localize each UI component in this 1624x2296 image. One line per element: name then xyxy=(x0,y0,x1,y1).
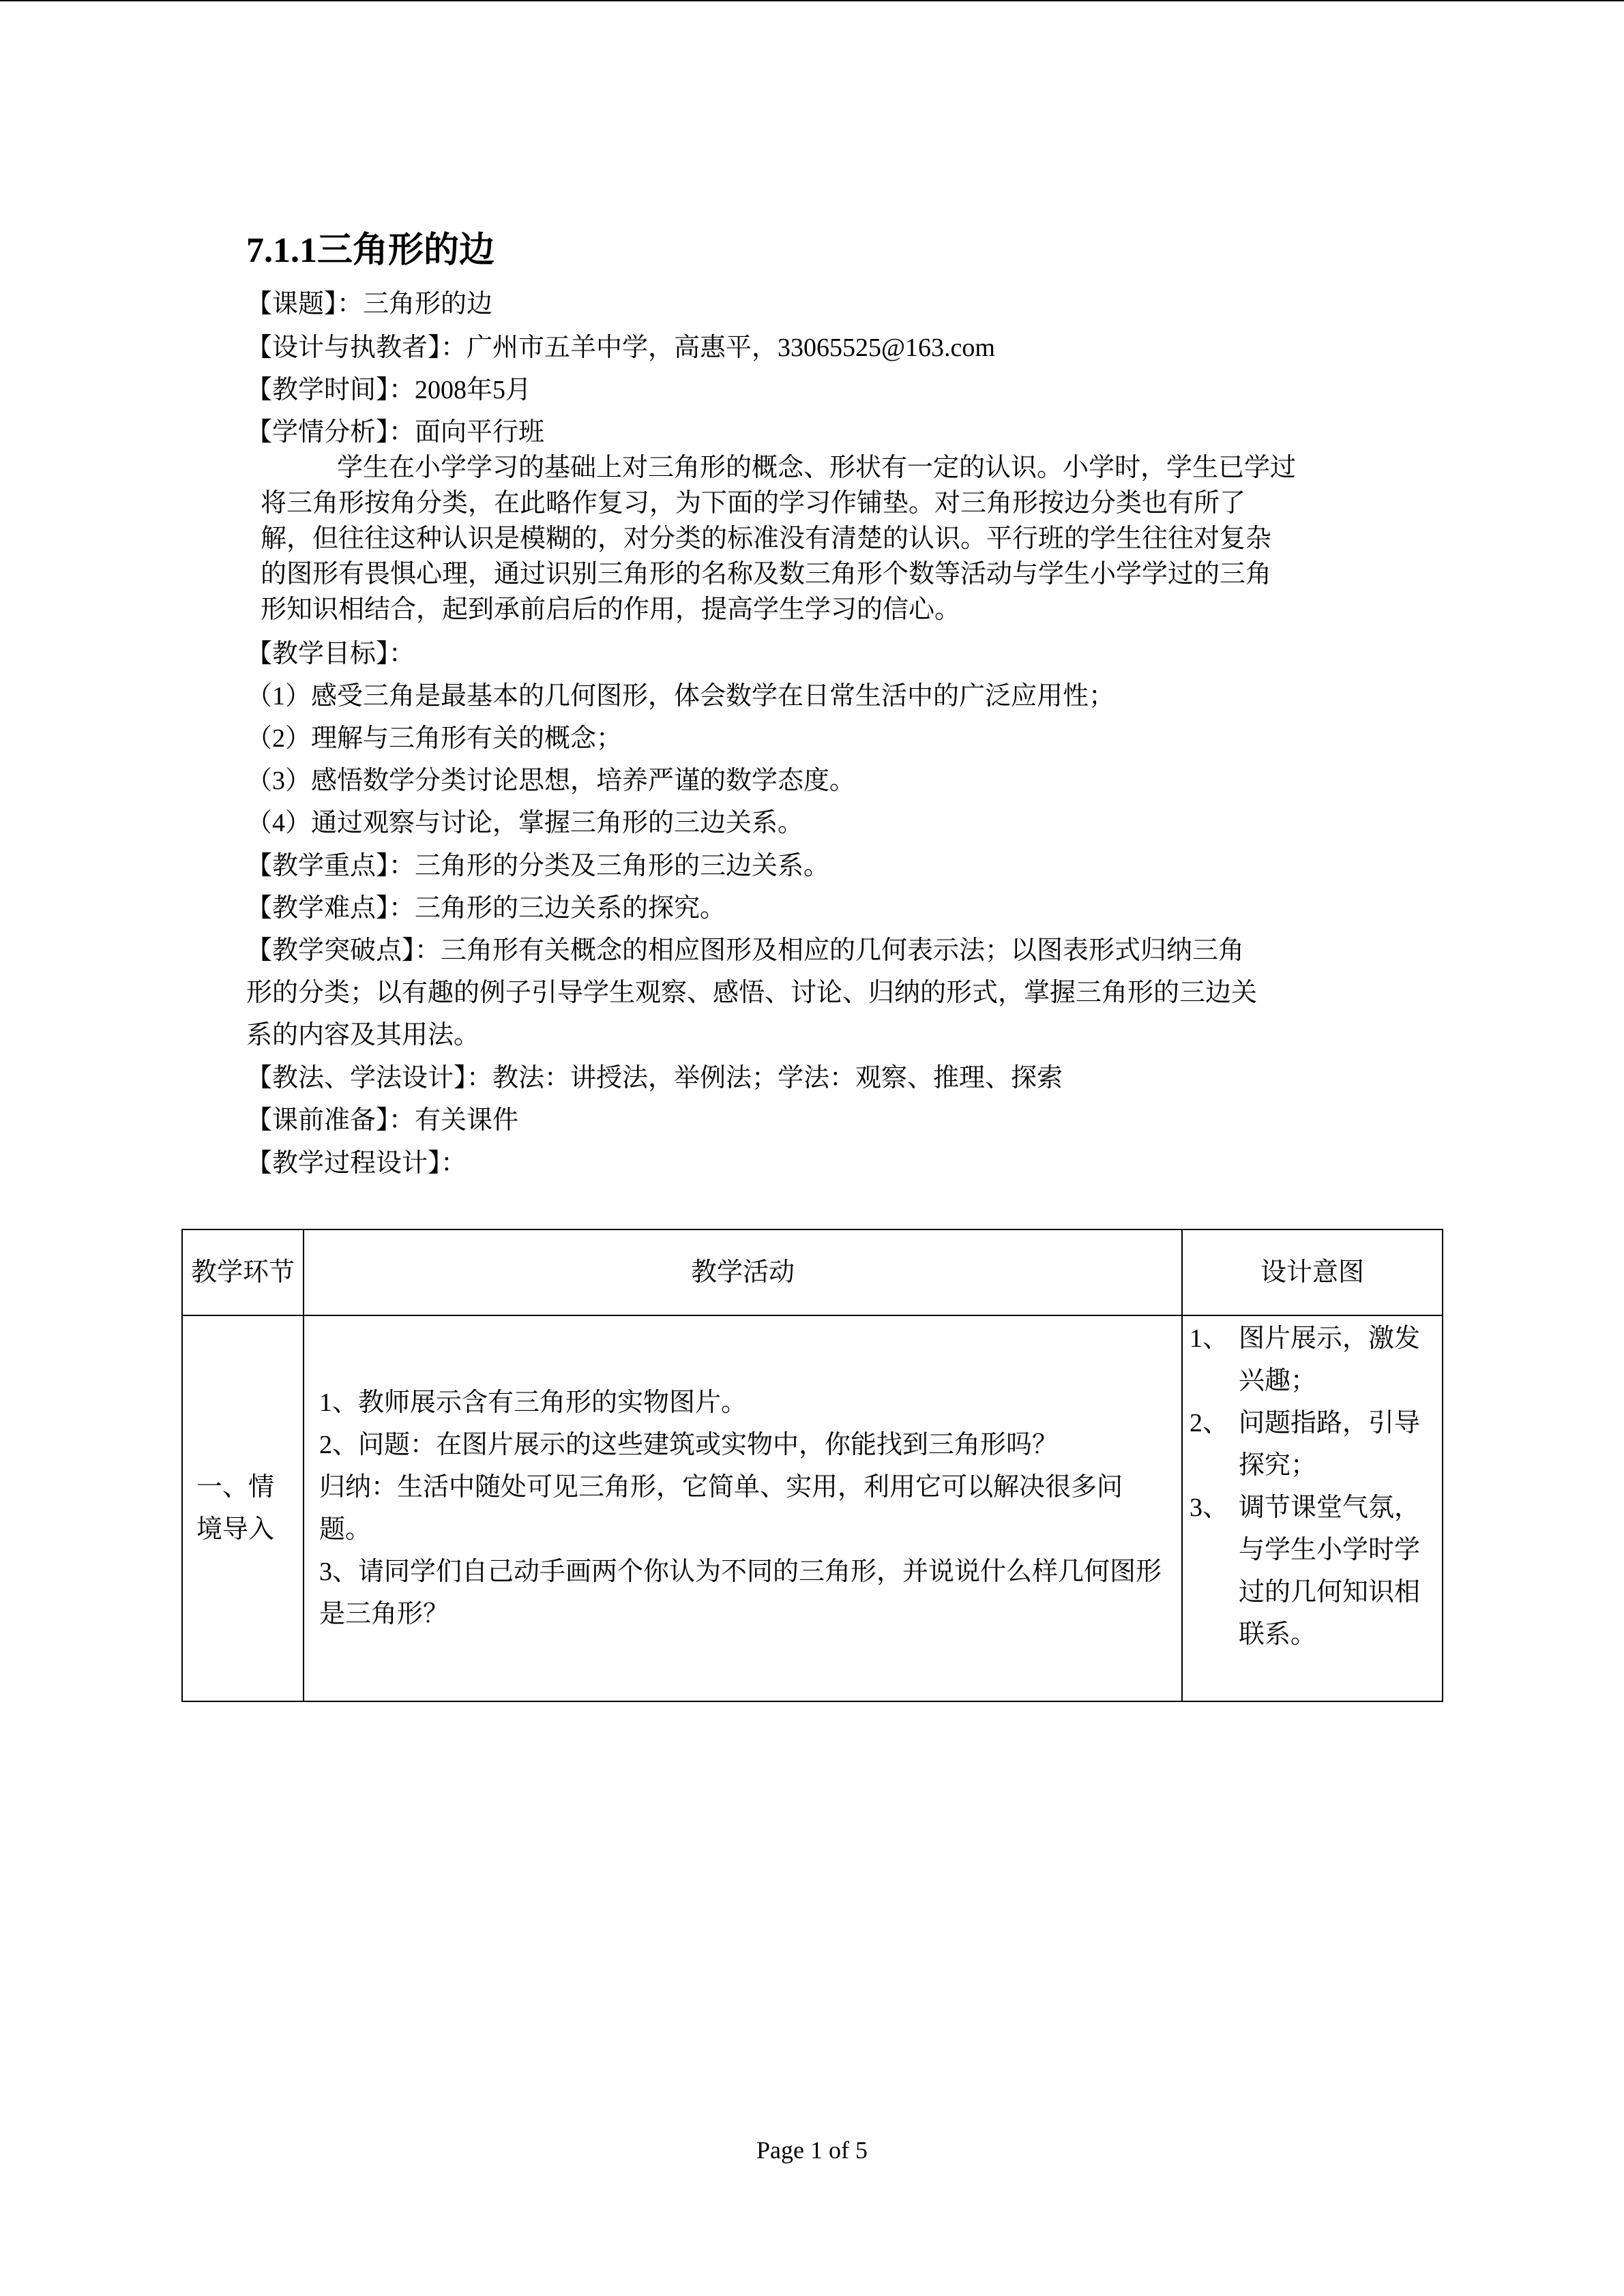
intent-item: 3、 调节课堂气氛，与学生小学时学过的几何知识相联系。 xyxy=(1190,1493,1421,1649)
cell-intent xyxy=(1182,1315,1443,1701)
section-difficulties: 【教学难点】：三角形的三边关系的探究。 xyxy=(246,894,726,923)
section-key-points: 【教学重点】：三角形的分类及三角形的三边关系。 xyxy=(246,852,830,880)
analysis-line: 形知识相结合，起到承前启后的作用，提高学生学习的信心。 xyxy=(261,595,961,624)
lesson-process-table xyxy=(181,1229,1443,1702)
table-header-row xyxy=(182,1229,1443,1315)
section-breakthrough-cont: 系的内容及其用法。 xyxy=(246,1021,480,1049)
intent-item: 2、 问题指路，引导探究； xyxy=(1190,1409,1421,1480)
header-intent: 设计意图 xyxy=(1182,1229,1443,1315)
info-time: 【教学时间】：2008年5月 xyxy=(246,376,532,404)
header-stage: 教学环节 xyxy=(182,1229,304,1315)
analysis-line: 将三角形按角分类，在此略作复习，为下面的学习作铺垫。对三角形按边分类也有所了 xyxy=(261,489,1246,518)
header-activity: 教学活动 xyxy=(304,1229,1182,1315)
page-number: Page 1 of 5 xyxy=(756,2136,868,2164)
section-goals-heading: 【教学目标】： xyxy=(246,640,415,668)
section-breakthrough: 【教学突破点】：三角形有关概念的相应图形及相应的几何表示法；以图表形式归纳三角 xyxy=(246,936,1245,965)
info-topic: 【课题】：三角形的边 xyxy=(246,290,493,318)
section-methods: 【教法、学法设计】：教法：讲授法，举例法；学法：观察、推理、探索 xyxy=(246,1064,1063,1092)
analysis-line: 的图形有畏惧心理，通过识别三角形的名称及数三角形个数等活动与学生小学学过的三角 xyxy=(261,560,1272,588)
cell-activities xyxy=(304,1315,1182,1701)
analysis-line: 学生在小学学习的基础上对三角形的概念、形状有一定的认识。小学时，学生已学过 xyxy=(337,453,1297,482)
info-analysis: 【学情分析】：面向平行班 xyxy=(246,418,545,447)
activity-line: 3、请同学们自己动手画两个你认为不同的三角形，并说说什么样几何图形是三角形？ xyxy=(319,1557,1162,1628)
goal-item: （3）感悟数学分类讨论思想，培养严谨的数学态度。 xyxy=(246,766,856,795)
page-title: 7.1.1三角形的边 xyxy=(246,231,495,270)
intent-item: 1、 图片展示，激发兴趣； xyxy=(1190,1324,1421,1395)
goal-item: （1）感受三角是最基本的几何图形，体会数学在日常生活中的广泛应用性； xyxy=(246,682,1115,711)
goal-item: （2）理解与三角形有关的概念； xyxy=(246,724,623,753)
activity-line: 2、问题：在图片展示的这些建筑或实物中，你能找到三角形吗？ xyxy=(319,1431,1059,1459)
table-row xyxy=(182,1315,1443,1701)
section-process: 【教学过程设计】： xyxy=(246,1149,467,1178)
section-breakthrough-cont: 形的分类；以有趣的例子引导学生观察、感悟、讨论、归纳的形式，掌握三角形的三边关 xyxy=(246,979,1258,1007)
analysis-line: 解，但往往这种认识是模糊的，对分类的标准没有清楚的认识。平行班的学生往往对复杂 xyxy=(261,524,1272,553)
info-author: 【设计与执教者】：广州市五羊中学，高惠平，33065525@163.com xyxy=(246,333,995,362)
activity-line: 归纳：生活中随处可见三角形，它简单、实用，利用它可以解决很多问题。 xyxy=(319,1473,1123,1544)
goal-item: （4）通过观察与讨论，掌握三角形的三边关系。 xyxy=(246,809,804,837)
section-preparation: 【课前准备】：有关课件 xyxy=(246,1106,519,1135)
cell-stage: 一、情境导入 xyxy=(182,1315,304,1701)
activity-line: 1、教师展示含有三角形的实物图片。 xyxy=(319,1388,748,1417)
